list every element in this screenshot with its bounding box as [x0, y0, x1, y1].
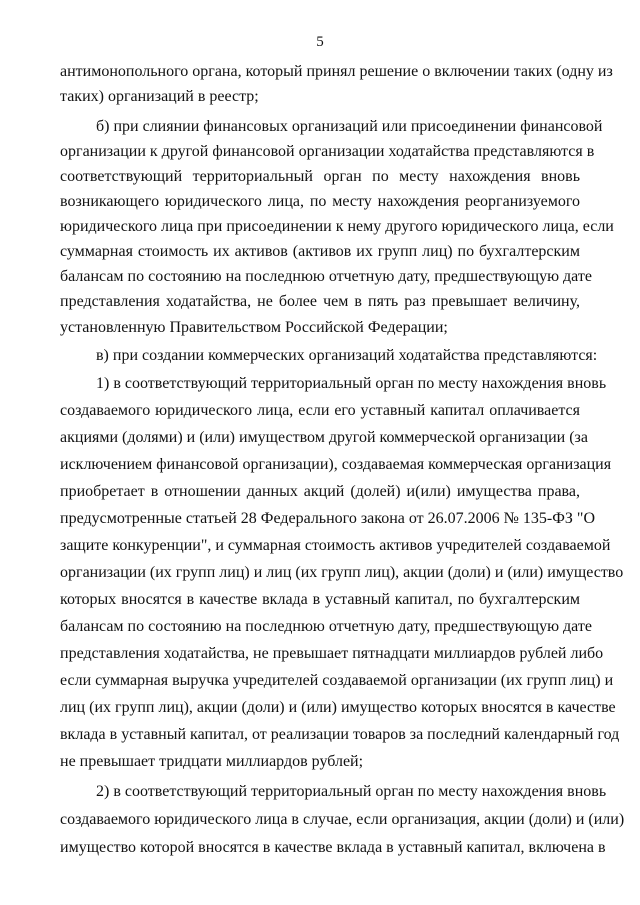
text-line: лиц (их групп лиц), акции (доли) и (или) имущество которых вносятся в качестве	[60, 699, 616, 716]
text-line: вклада в уставный капитал, от реализации товаров за последний календарный год	[60, 726, 620, 743]
text-line: приобретает в отношении данных акций (долей) и(или) имущества права,	[60, 483, 580, 500]
text-line: 1) в соответствующий территориальный орган по месту нахождения вновь	[96, 375, 607, 392]
text-line: не превышает тридцати миллиардов рублей;	[60, 753, 364, 770]
text-line: суммарная стоимость их активов (активов их групп лиц) по бухгалтерским	[60, 243, 580, 260]
text-line: имущество которой вносятся в качестве вклада в уставный капитал, включена в	[60, 839, 606, 856]
text-line: б) при слиянии финансовых организаций или присоединении финансовой	[96, 118, 603, 135]
text-line: создаваемого юридического лица в случае, если организация, акции (доли) и (или)	[60, 811, 625, 828]
text-line: установленную Правительством Российской Федерации;	[60, 319, 448, 336]
text-line: 2) в соответствующий территориальный орган по месту нахождения вновь	[96, 783, 607, 800]
text-line: защите конкуренции", и суммарная стоимость активов учредителей создаваемой	[60, 537, 611, 554]
text-line: таких) организаций в реестр;	[60, 88, 259, 105]
text-line: антимонопольного органа, который принял решение о включении таких (одну из	[60, 63, 613, 80]
text-line: юридического лица при присоединении к нему другого юридического лица, если	[60, 218, 614, 235]
text-line: представления ходатайства, не превышает пятнадцати миллиардов рублей либо	[60, 645, 604, 662]
text-line: возникающего юридического лица, по месту нахождения реорганизуемого	[60, 193, 580, 210]
text-line: исключением финансовой организации), создаваемая коммерческая организация	[60, 456, 612, 473]
text-line: предусмотренные статьей 28 Федерального закона от 26.07.2006 № 135-ФЗ "О	[60, 510, 595, 527]
text-line: организации (их групп лиц) и лиц (их групп лиц), акции (доли) и (или) имущество	[60, 564, 624, 581]
text-line: в) при создании коммерческих организаций ходатайства представляются:	[96, 347, 598, 364]
text-line: акциями (долями) и (или) имуществом другой коммерческой организации (за	[60, 429, 588, 446]
text-line: создаваемого юридического лица, если его уставный капитал оплачивается	[60, 402, 580, 419]
text-line: соответствующий территориальный орган по месту нахождения вновь	[60, 168, 580, 185]
text-line: балансам по состоянию на последнюю отчетную дату, предшествующую дате	[60, 268, 592, 285]
text-line: балансам по состоянию на последнюю отчетную дату, предшествующую дате	[60, 618, 592, 635]
text-line: представления ходатайства, не более чем в пять раз превышает величину,	[60, 293, 580, 310]
text-line: организации к другой финансовой организации ходатайства представляются в	[60, 143, 595, 160]
text-line: если суммарная выручка учредителей создаваемой организации (их групп лиц) и	[60, 672, 614, 689]
page-number: 5	[316, 34, 324, 50]
text-line: которых вносятся в качестве вклада в уставный капитал, по бухгалтерским	[60, 591, 580, 608]
